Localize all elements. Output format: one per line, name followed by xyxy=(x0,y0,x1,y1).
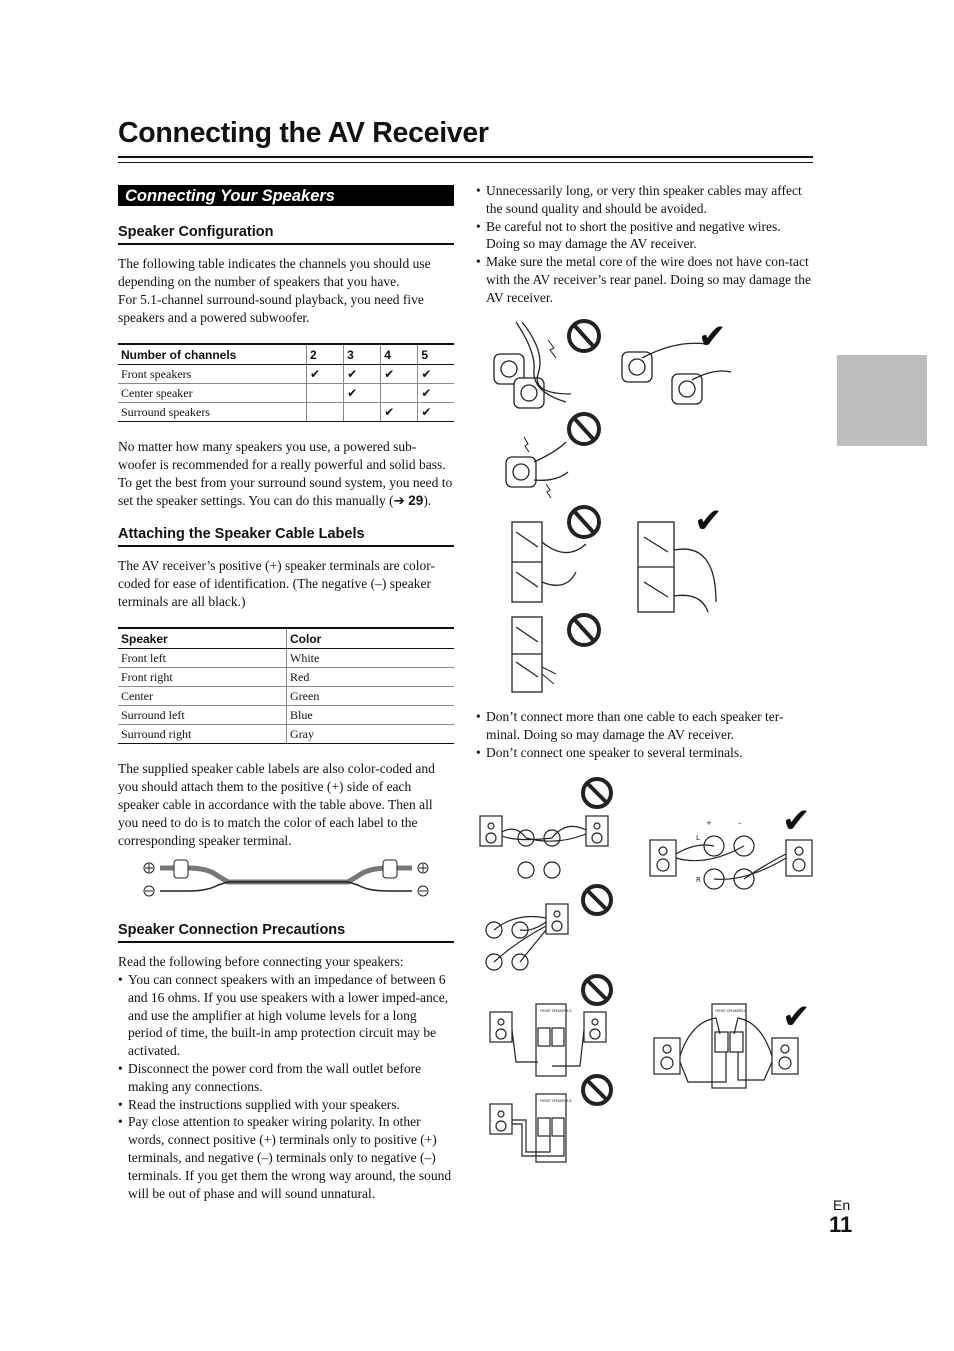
table-row xyxy=(118,706,454,725)
check-cell xyxy=(344,403,381,422)
prohibited-icon xyxy=(569,507,599,537)
left-column xyxy=(118,185,454,1202)
right-column xyxy=(476,182,814,307)
prohibited-icon xyxy=(583,886,611,914)
list-item: • Be careful not to short the positive and negative wires. Doing so may damage the AV receiver. xyxy=(476,218,814,254)
prohibited-icon xyxy=(569,321,599,351)
speaker-config-heading: Speaker Configuration xyxy=(118,224,454,245)
color-cell: Blue xyxy=(287,706,455,725)
table-row xyxy=(118,384,454,403)
color-table-header-color: Color xyxy=(287,628,455,649)
check-cell: ✔ xyxy=(307,365,344,384)
metal-core-figure xyxy=(506,437,568,498)
speaker-config-para1: The following table indicates the channels you should use depending on the number of speakers that you have. xyxy=(118,256,431,289)
prohibited-icon xyxy=(583,976,611,1004)
speaker-cell: Surround left xyxy=(118,706,287,725)
terminal-precautions-list xyxy=(476,708,814,761)
terminal-r-label: R xyxy=(696,876,701,884)
precautions-intro: Read the following before connecting your speakers: xyxy=(118,954,404,969)
list-item: • Make sure the metal core of the wire does not have con-tact with the AV receiver’s rear panel. Doing so may damage the AV receiver. xyxy=(476,253,814,306)
list-item: • Don’t connect one speaker to several terminals. xyxy=(476,744,814,762)
single-cable-good-figure xyxy=(650,836,812,889)
terminal-block-label: FRONT SPEAKERS B xyxy=(715,1009,747,1013)
check-cell xyxy=(307,384,344,403)
terminal-block-label: FRONT SPEAKERS B xyxy=(540,1009,572,1013)
table-row xyxy=(118,365,454,384)
table-row xyxy=(118,668,454,687)
table-row xyxy=(118,687,454,706)
prohibited-icon xyxy=(583,779,611,807)
title-rule-thin xyxy=(118,162,813,163)
section-banner: Connecting Your Speakers xyxy=(118,185,454,206)
row-label: Front speakers xyxy=(118,365,307,384)
precautions-list xyxy=(118,971,454,1202)
speaker-cell: Front left xyxy=(118,649,287,668)
color-cell: Red xyxy=(287,668,455,687)
arrow-icon: ➔ xyxy=(393,493,405,508)
speaker-several-terminals-figure xyxy=(486,904,568,970)
prohibited-icon xyxy=(583,1076,611,1104)
terminal-wiring-diagram xyxy=(476,312,814,700)
para4-end: ). xyxy=(423,493,432,508)
color-table xyxy=(118,627,454,744)
cable-labels-para2: The supplied speaker cable labels are also color-coded and you should attach them to the positive (+) side of each speaker cable in accordance with the table above. Then all you need to do is to match the color of each label to the corresponding speaker terminal. xyxy=(118,761,435,848)
channels-header-3: 3 xyxy=(344,344,381,365)
speaker-cell: Surround right xyxy=(118,725,287,744)
page-number: 11 xyxy=(829,1212,853,1237)
check-cell: ✔ xyxy=(418,403,454,422)
terminal-minus-label: – xyxy=(738,819,742,827)
cable-labels-heading: Attaching the Speaker Cable Labels xyxy=(118,526,454,547)
list-item: • Unnecessarily long, or very thin speaker cables may affect the sound quality and should be avoided. xyxy=(476,182,814,218)
check-mark-icon: ✔ xyxy=(782,997,811,1037)
table-row xyxy=(118,725,454,744)
terminal-l-label: L xyxy=(696,834,700,842)
color-cell: Green xyxy=(287,687,455,706)
row-label: Surround speakers xyxy=(118,403,307,422)
check-cell: ✔ xyxy=(418,384,454,403)
channels-header-2: 2 xyxy=(307,344,344,365)
para4-text: To get the best from your surround sound system, you need to set the speaker settings. You can do this manually ( xyxy=(118,475,453,508)
list-item: • Disconnect the power cord from the wall outlet before making any connections. xyxy=(118,1060,454,1096)
terminal-plus-label: + xyxy=(706,819,712,827)
channels-header-5: 5 xyxy=(418,344,454,365)
push-terminal-bad-figure-2 xyxy=(490,1094,566,1162)
table-row xyxy=(118,649,454,668)
page-language: En xyxy=(833,1197,851,1213)
check-cell: ✔ xyxy=(344,384,381,403)
page-ref-link[interactable]: 29 xyxy=(408,493,424,508)
push-terminal-good-figure xyxy=(654,1004,798,1088)
check-cell: ✔ xyxy=(344,365,381,384)
channels-header: Number of channels xyxy=(118,344,307,365)
page-title: Connecting the AV Receiver xyxy=(118,117,489,149)
table-row xyxy=(118,403,454,422)
cable-precautions-list xyxy=(476,182,814,307)
check-cell: ✔ xyxy=(381,403,418,422)
check-mark-icon: ✔ xyxy=(782,801,811,841)
check-cell xyxy=(381,384,418,403)
list-item: • Read the instructions supplied with your speakers. xyxy=(118,1096,454,1114)
push-terminal-bad-figure xyxy=(490,1004,606,1076)
speaker-config-para3: No matter how many speakers you use, a powered sub-woofer is recommended for a really powerful and solid bass. xyxy=(118,439,446,472)
check-cell xyxy=(307,403,344,422)
color-cell: Gray xyxy=(287,725,455,744)
chapter-tab xyxy=(837,355,927,446)
color-table-header-speaker: Speaker xyxy=(118,628,287,649)
color-cell: White xyxy=(287,649,455,668)
title-rule xyxy=(118,156,813,158)
check-cell: ✔ xyxy=(381,365,418,384)
channels-table xyxy=(118,343,454,422)
terminal-block-label: FRONT SPEAKERS B xyxy=(540,1099,572,1103)
speaker-cable-illustration xyxy=(118,856,454,908)
speaker-cell: Front right xyxy=(118,668,287,687)
channels-header-4: 4 xyxy=(381,344,418,365)
speaker-cell: Center xyxy=(118,687,287,706)
list-item: • Pay close attention to speaker wiring polarity. In other words, connect positive (+) terminals only to positive (+) terminals, and negative (–) terminals only to negative (–) terminals. If you get them the wrong way around, the sound will be out of phase and will sound unnatural. xyxy=(118,1113,454,1202)
spring-terminal-stray-figure xyxy=(512,617,556,692)
speaker-config-para2: For 5.1-channel surround-sound playback, you need five speakers and a powered subwoofer. xyxy=(118,292,424,325)
check-mark-icon: ✔ xyxy=(698,317,727,357)
cable-labels-para1: The AV receiver’s positive (+) speaker terminals are color-coded for ease of identification. (The negative (–) speaker terminals are all black.) xyxy=(118,558,435,609)
check-mark-icon: ✔ xyxy=(694,501,723,541)
prohibited-icon xyxy=(569,615,599,645)
list-item: • You can connect speakers with an impedance of between 6 and 16 ohms. If you use speakers with a lower imped-ance, and use the amplifier at high volume levels for a long period of time, the built-in amp protection circuit may be activated. xyxy=(118,971,454,1060)
list-item: • Don’t connect more than one cable to each speaker ter-minal. Doing so may damage the AV receiver. xyxy=(476,708,814,744)
multi-cable-bad-figure xyxy=(480,816,608,878)
speaker-connection-diagram xyxy=(476,772,816,1167)
check-cell: ✔ xyxy=(418,365,454,384)
shorted-wires-figure xyxy=(494,322,571,408)
prohibited-icon xyxy=(569,414,599,444)
speaker-config-para4 xyxy=(118,474,454,510)
row-label: Center speaker xyxy=(118,384,307,403)
precautions-heading: Speaker Connection Precautions xyxy=(118,922,454,943)
